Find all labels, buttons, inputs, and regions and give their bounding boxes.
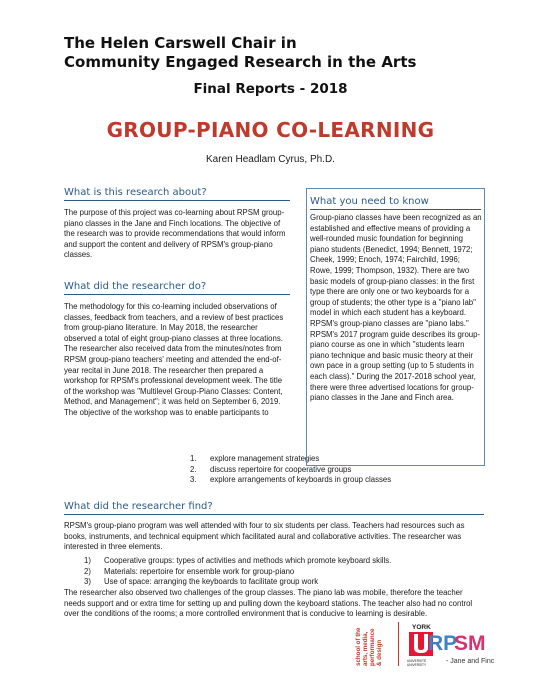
svg-text:- Jane and Finch: - Jane and Finch bbox=[446, 658, 494, 665]
did-heading: What did the researcher do? bbox=[64, 281, 207, 292]
svg-text:YORK: YORK bbox=[412, 624, 431, 631]
list-item: 2. discuss repertoire for cooperative groups bbox=[190, 464, 352, 474]
find-text-1: RPSM's group-piano program was well attended with four to six students per class. Teachers had resources such as books, instruments, and technical equipment which facilitated aural and collaborative activities. The researcher was interested in three elements. bbox=[64, 521, 465, 552]
did-rule bbox=[64, 294, 290, 295]
know-text: Group-piano classes have been recognized as an established and effective means of providing a well-rounded music foundation for beginning piano students (Benedict, 1994; Bennett, 1972; Cheek, 1999; Enoch, 1974; Fairchild, 1996; Rowe, 1999; Thompson, 1932). There are two basic models of group-piano classes: in the first type there are only one or two keyboards for a group of students; the other type is a "piano lab" model in which each student has a keyboard. RPSM's group-piano classes are "piano labs." RPSM's 2017 program guide describes its group-piano course as one in which "students learn piano technique and basic music theory at their own pace in a group setting (up to 5 students in each class)." During the 2017-2018 school year, there were three advertised locations for group-piano classes in the Jane and Finch area. bbox=[310, 213, 482, 403]
about-text: The purpose of this project was co-learning about RPSM group-piano classes in the Jane and Finch locations. The objective of the research was to provide recommendations that would inform and support the content and delivery of RPSM's group-piano classes. bbox=[64, 208, 286, 260]
header-line-2: Community Engaged Research in the Arts bbox=[64, 53, 417, 71]
svg-text:performance: performance bbox=[369, 628, 376, 666]
about-heading: What is this research about? bbox=[64, 187, 207, 198]
svg-text:& design: & design bbox=[376, 639, 383, 666]
school-arts-logo bbox=[352, 622, 399, 666]
know-heading: What you need to know bbox=[310, 196, 429, 207]
svg-text:school of the: school of the bbox=[355, 627, 362, 666]
header-line-1: The Helen Carswell Chair in bbox=[64, 34, 297, 52]
list-item: 1) Cooperative groups: types of activities and methods which promote keyboard skills. bbox=[84, 556, 392, 565]
svg-text:arts, media,: arts, media, bbox=[362, 631, 369, 666]
svg-text:SM: SM bbox=[454, 632, 486, 655]
svg-text:UNIVERSITY: UNIVERSITY bbox=[407, 663, 427, 667]
rpsm-logo bbox=[428, 628, 494, 668]
rpsm-logo-art bbox=[428, 628, 494, 668]
list-item: 2) Materials: repertoire for ensemble work for group-piano bbox=[84, 566, 295, 576]
find-heading: What did the researcher find? bbox=[64, 501, 213, 512]
did-text: The methodology for this co-learning included observations of classes, feedback from teachers, and a review of best practices from group-piano literature. In May 2018, the researcher observed a total of eight group-piano classes at three locations. The researcher also received data from the minutes/notes from RPSM group-piano teachers' meeting and attended the end-of-year recital in June 2018. The researcher then prepared a workshop for RPSM's professional development week. The title of the workshop was "Multilevel Group-Piano Classes: Content, Method, and Management"; it was held on September 6, 2019. The objective of the workshop was to enable participants to bbox=[64, 302, 284, 417]
report-title: GROUP-PIANO CO-LEARNING bbox=[106, 118, 435, 142]
svg-text:UNIVERSITÉ: UNIVERSITÉ bbox=[407, 659, 427, 663]
about-rule bbox=[64, 200, 290, 201]
report-year-heading: Final Reports - 2018 bbox=[193, 81, 348, 97]
findings-list bbox=[84, 556, 484, 588]
author-name: Karen Headlam Cyrus, Ph.D. bbox=[206, 154, 335, 165]
list-item: 1. explore management strategies bbox=[190, 454, 320, 463]
school-arts-logo-art bbox=[352, 622, 396, 666]
find-rule bbox=[64, 514, 484, 515]
know-rule bbox=[310, 209, 481, 210]
find-text-2: The researcher also observed two challenges of the group classes. The piano lab was mobile, therefore the teacher needs support and or extra time for setting up and pulling down the keyboard stations. The teacher also had no control over the conditions of the rooms; a more controlled environment that is conducive to learning is desirable. bbox=[64, 588, 473, 619]
list-item: 3. explore arrangements of keyboards in group classes bbox=[190, 475, 392, 485]
svg-text:RP: RP bbox=[428, 632, 458, 655]
list-item: 3) Use of space: arranging the keyboards to facilitate group work bbox=[84, 577, 319, 587]
